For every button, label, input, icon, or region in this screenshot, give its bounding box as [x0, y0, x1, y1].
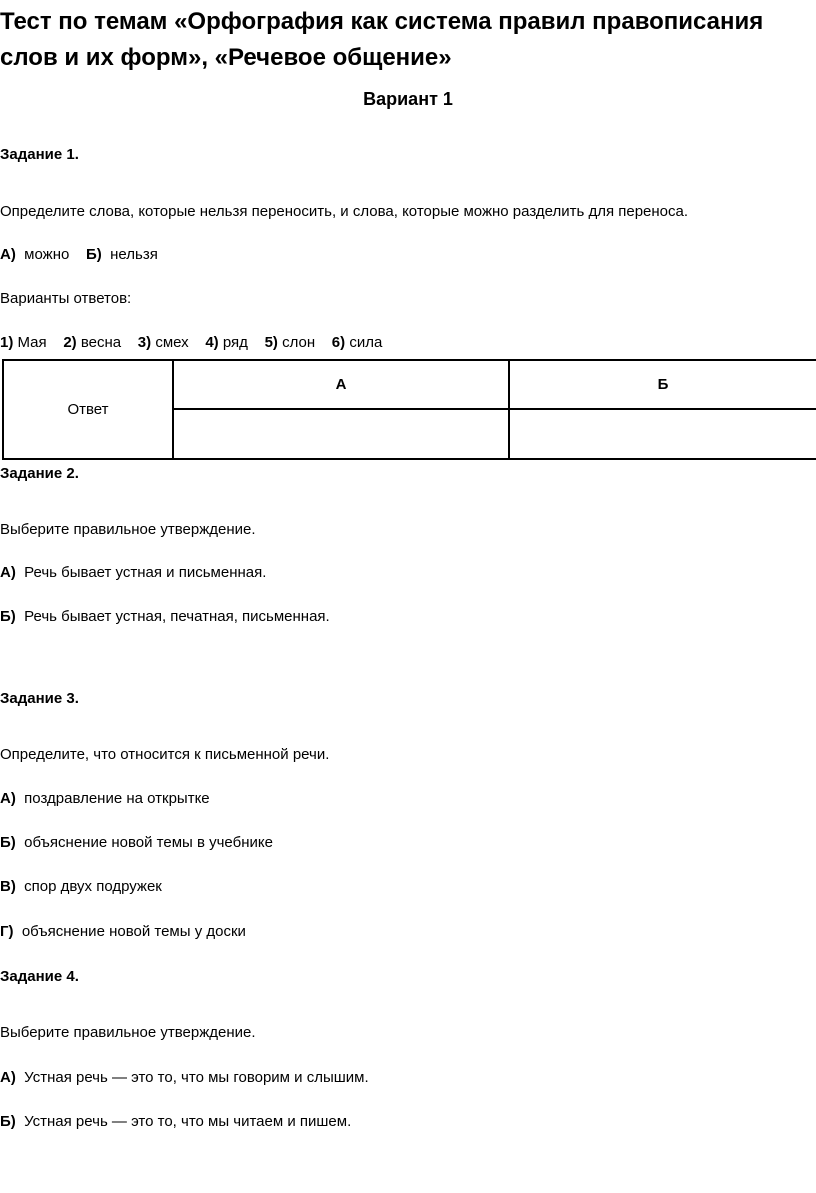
answer-cell-a[interactable] [173, 409, 509, 459]
task-4-heading: Задание 4. [0, 968, 79, 985]
task-3-option: В) спор двух подружек [0, 878, 162, 895]
category-b-label: Б) [86, 246, 102, 263]
answer-row-label: Ответ [3, 360, 173, 459]
category-a-text: можно [24, 246, 70, 263]
task-2-option: Б) Речь бывает устная, печатная, письменная. [0, 608, 330, 625]
task-2-heading: Задание 2. [0, 465, 79, 482]
task-1-categories [0, 246, 158, 263]
word-option: 3) смех [137, 334, 189, 351]
task-4-question: Выберите правильное утверждение. [0, 1024, 256, 1041]
task-3-heading: Задание 3. [0, 690, 79, 707]
answer-table [2, 359, 816, 460]
task-1-heading: Задание 1. [0, 146, 79, 163]
task-4-option: А) Устная речь — это то, что мы говорим и слышим. [0, 1069, 369, 1086]
category-b-text: нельзя [110, 246, 158, 263]
word-option: 2) весна [63, 334, 122, 351]
variant-heading: Вариант 1 [363, 89, 453, 109]
answers-intro: Варианты ответов: [0, 290, 132, 307]
task-2-option: А) Речь бывает устная и письменная. [0, 564, 267, 581]
column-a-header: А [173, 360, 509, 409]
task-3-question: Определите, что относится к письменной речи. [0, 746, 330, 763]
page-title: Тест по темам «Орфография как система правил правописания слов и их форм», «Речевое общение» [0, 8, 764, 71]
task-3-option: Б) объяснение новой темы в учебнике [0, 834, 273, 851]
task-2-question: Выберите правильное утверждение. [0, 521, 256, 538]
task-4-option: Б) Устная речь — это то, что мы читаем и пишем. [0, 1113, 352, 1130]
column-b-header: Б [509, 360, 816, 409]
task-3-option: А) поздравление на открытке [0, 790, 210, 807]
task-3-option: Г) объяснение новой темы у доски [0, 923, 246, 940]
category-a-label: А) [0, 246, 16, 263]
word-option: 1) Мая [0, 334, 47, 351]
word-option: 6) сила [331, 334, 383, 351]
word-option: 4) ряд [205, 334, 248, 351]
word-options [0, 334, 382, 351]
task-1-question: Определите слова, которые нельзя переносить, и слова, которые можно разделить для переноса. [0, 203, 689, 220]
answer-cell-b[interactable] [509, 409, 816, 459]
word-option: 5) слон [264, 334, 316, 351]
